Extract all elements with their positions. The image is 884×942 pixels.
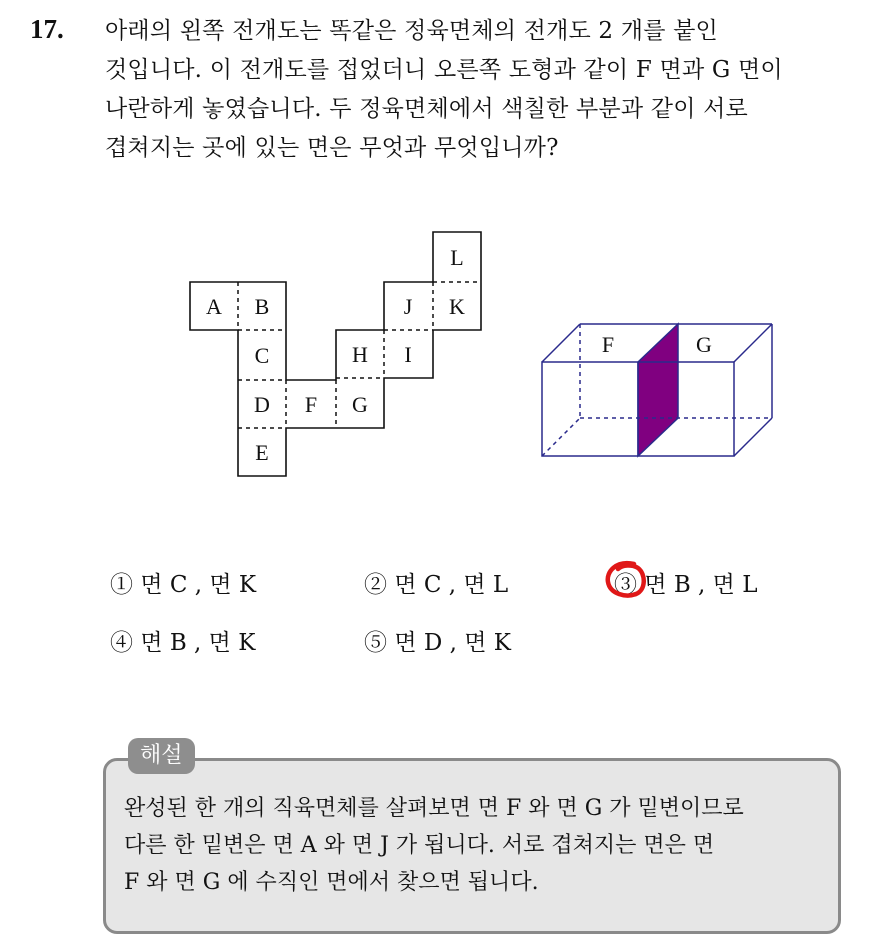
net-label-h: H — [352, 342, 368, 367]
explanation-tag: 해설 — [128, 738, 195, 774]
shaded-overlap-face — [638, 324, 678, 456]
question-number: 17. — [30, 14, 64, 44]
cuboid-diagram — [542, 324, 772, 456]
net-outline — [190, 232, 481, 476]
choice-2[interactable] — [364, 566, 508, 599]
choice-5-text: 면 D , 면 K — [394, 630, 511, 656]
choice-4-mark: ④ — [110, 630, 133, 656]
net-label-i: I — [404, 342, 412, 367]
choice-1-mark: ① — [110, 572, 133, 598]
choice-5[interactable] — [364, 624, 511, 657]
answer-circle-icon — [604, 560, 648, 600]
cuboid-left-top-edge — [542, 324, 580, 362]
explanation-line-2: 다른 한 밑변은 면 A 와 면 J 가 됩니다. 서로 겹쳐지는 면은 면 — [124, 833, 715, 858]
choice-3-mark: ③ — [614, 572, 637, 598]
question-line-4: 겹쳐지는 곳에 있는 면은 무엇과 무엇입니까? — [105, 135, 559, 161]
choice-2-text: 면 C , 면 L — [394, 572, 509, 598]
question-line-3: 나란하게 놓였습니다. 두 정육면체에서 색칠한 부분과 같이 서로 — [105, 96, 748, 122]
explanation-line-1: 완성된 한 개의 직육면체를 살펴보면 면 F 와 면 G 가 밑변이므로 — [124, 796, 744, 821]
choice-1-text: 면 C , 면 K — [140, 572, 257, 598]
choice-2-mark: ② — [364, 572, 387, 598]
net-label-l: L — [450, 245, 464, 270]
explanation-text — [124, 790, 824, 901]
cuboid-label-g: G — [696, 332, 712, 357]
explanation-line-3: F 와 면 G 에 수직인 면에서 찾으면 됩니다. — [124, 870, 539, 895]
choice-4[interactable] — [110, 624, 255, 657]
net-label-a: A — [206, 294, 222, 319]
cuboid-label-f: F — [601, 332, 615, 357]
question-line-2: 것입니다. 이 전개도를 접었더니 오른쪽 도형과 같이 F 면과 G 면이 — [105, 57, 783, 83]
choice-3-text: 면 B , 면 L — [644, 572, 758, 598]
cuboid-right-bottom-edge — [734, 418, 772, 456]
net-label-c: C — [254, 343, 270, 368]
choice-5-mark: ⑤ — [364, 630, 387, 656]
net-label-g: G — [352, 392, 368, 417]
cuboid-right-top-edge — [734, 324, 772, 362]
net-label-b: B — [254, 294, 270, 319]
choice-4-text: 면 B , 면 K — [140, 630, 256, 656]
net-label-d: D — [254, 392, 270, 417]
net-label-k: K — [449, 294, 465, 319]
choice-1[interactable] — [110, 566, 256, 599]
net-label-e: E — [255, 440, 269, 465]
question-line-1: 아래의 왼쪽 전개도는 똑같은 정육면체의 전개도 2 개를 붙인 — [105, 18, 718, 44]
cuboid-hidden-diagonal-edge — [542, 418, 580, 456]
net-label-j: J — [403, 294, 413, 319]
net-label-f: F — [304, 392, 318, 417]
